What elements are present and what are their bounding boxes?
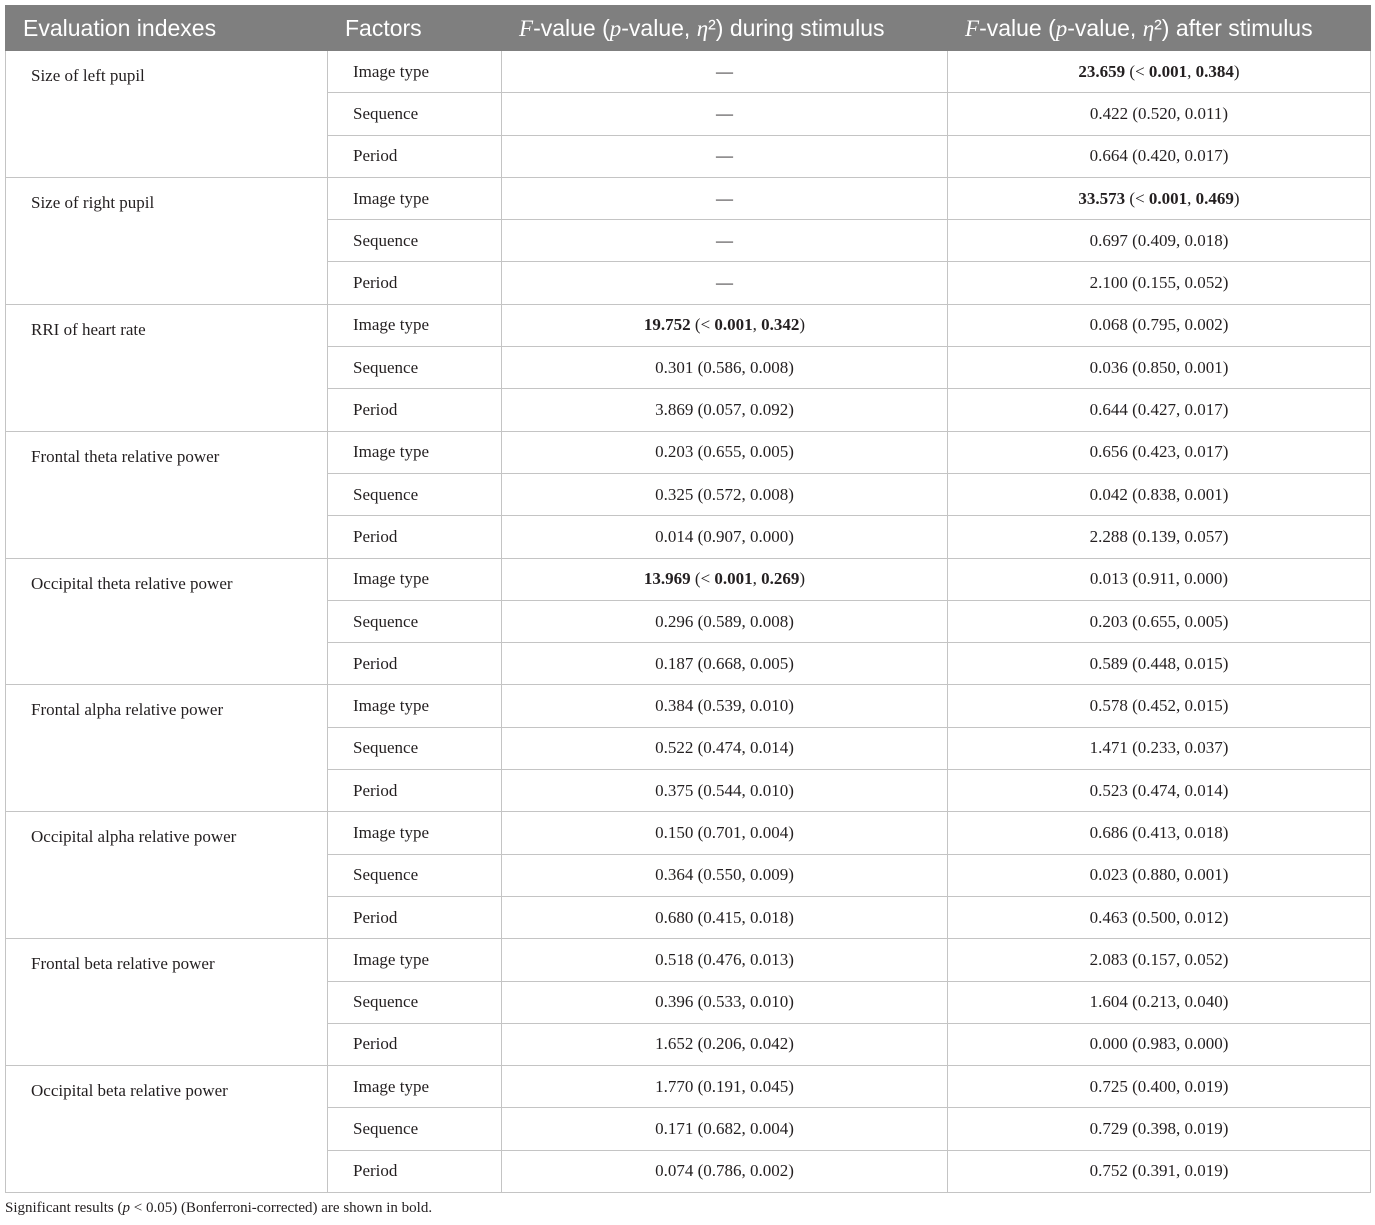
after-stimulus-cell: 33.573 (< 0.001, 0.469) xyxy=(948,177,1371,219)
during-stimulus-cell: — xyxy=(502,135,948,177)
factor-cell: Sequence xyxy=(328,600,502,642)
table-row xyxy=(6,558,1371,600)
factor-cell: Image type xyxy=(328,431,502,473)
factor-cell: Period xyxy=(328,643,502,685)
after-stimulus-cell: 2.083 (0.157, 0.052) xyxy=(948,939,1371,981)
after-stimulus-cell: 0.725 (0.400, 0.019) xyxy=(948,1066,1371,1108)
during-stimulus-cell: — xyxy=(502,177,948,219)
after-stimulus-cell: 0.697 (0.409, 0.018) xyxy=(948,220,1371,262)
factor-cell: Image type xyxy=(328,685,502,727)
evaluation-index-cell: Occipital beta relative power xyxy=(6,1066,328,1193)
factor-cell: Image type xyxy=(328,558,502,600)
after-stimulus-cell: 0.589 (0.448, 0.015) xyxy=(948,643,1371,685)
after-stimulus-cell: 1.604 (0.213, 0.040) xyxy=(948,981,1371,1023)
table-row xyxy=(6,51,1371,93)
after-stimulus-cell: 2.100 (0.155, 0.052) xyxy=(948,262,1371,304)
evaluation-index-cell: Frontal beta relative power xyxy=(6,939,328,1066)
table-header xyxy=(6,6,1371,51)
evaluation-index-cell: RRI of heart rate xyxy=(6,304,328,431)
factor-cell: Image type xyxy=(328,51,502,93)
factor-cell: Period xyxy=(328,389,502,431)
evaluation-index-cell: Frontal theta relative power xyxy=(6,431,328,558)
factor-cell: Period xyxy=(328,896,502,938)
table-row xyxy=(6,304,1371,346)
during-stimulus-cell: 1.770 (0.191, 0.045) xyxy=(502,1066,948,1108)
after-stimulus-cell: 0.752 (0.391, 0.019) xyxy=(948,1150,1371,1192)
factor-cell: Period xyxy=(328,135,502,177)
header-during-stimulus: F-value (p-value, η²) during stimulus xyxy=(502,6,948,51)
results-table-container xyxy=(5,5,1370,1193)
during-stimulus-cell: 0.296 (0.589, 0.008) xyxy=(502,600,948,642)
after-stimulus-cell: 0.523 (0.474, 0.014) xyxy=(948,770,1371,812)
during-stimulus-cell: 0.203 (0.655, 0.005) xyxy=(502,431,948,473)
header-row xyxy=(6,6,1371,51)
factor-cell: Sequence xyxy=(328,347,502,389)
after-stimulus-cell: 2.288 (0.139, 0.057) xyxy=(948,516,1371,558)
during-stimulus-cell: 0.396 (0.533, 0.010) xyxy=(502,981,948,1023)
during-stimulus-cell: — xyxy=(502,220,948,262)
during-stimulus-cell: 0.301 (0.586, 0.008) xyxy=(502,347,948,389)
evaluation-index-cell: Occipital theta relative power xyxy=(6,558,328,685)
during-stimulus-cell: — xyxy=(502,51,948,93)
factor-cell: Image type xyxy=(328,304,502,346)
evaluation-index-cell: Size of left pupil xyxy=(6,51,328,178)
after-stimulus-cell: 0.023 (0.880, 0.001) xyxy=(948,854,1371,896)
during-stimulus-cell: 0.171 (0.682, 0.004) xyxy=(502,1108,948,1150)
table-row xyxy=(6,685,1371,727)
header-factors: Factors xyxy=(328,6,502,51)
during-stimulus-cell: 0.522 (0.474, 0.014) xyxy=(502,727,948,769)
table-row xyxy=(6,939,1371,981)
factor-cell: Sequence xyxy=(328,854,502,896)
after-stimulus-cell: 0.578 (0.452, 0.015) xyxy=(948,685,1371,727)
during-stimulus-cell: 3.869 (0.057, 0.092) xyxy=(502,389,948,431)
table-footnote: Significant results (p < 0.05) (Bonferroni-corrected) are shown in bold. xyxy=(5,1200,433,1216)
factor-cell: Period xyxy=(328,1150,502,1192)
during-stimulus-cell: 0.518 (0.476, 0.013) xyxy=(502,939,948,981)
after-stimulus-cell: 0.422 (0.520, 0.011) xyxy=(948,93,1371,135)
during-stimulus-cell: 0.384 (0.539, 0.010) xyxy=(502,685,948,727)
during-stimulus-cell: 0.187 (0.668, 0.005) xyxy=(502,643,948,685)
factor-cell: Period xyxy=(328,516,502,558)
during-stimulus-cell: 1.652 (0.206, 0.042) xyxy=(502,1023,948,1065)
during-stimulus-cell: — xyxy=(502,93,948,135)
during-stimulus-cell: 0.150 (0.701, 0.004) xyxy=(502,812,948,854)
factor-cell: Image type xyxy=(328,177,502,219)
during-stimulus-cell: 0.325 (0.572, 0.008) xyxy=(502,473,948,515)
factor-cell: Period xyxy=(328,770,502,812)
factor-cell: Sequence xyxy=(328,1108,502,1150)
table-row xyxy=(6,177,1371,219)
factor-cell: Sequence xyxy=(328,93,502,135)
after-stimulus-cell: 0.203 (0.655, 0.005) xyxy=(948,600,1371,642)
factor-cell: Sequence xyxy=(328,727,502,769)
factor-cell: Sequence xyxy=(328,220,502,262)
table-body xyxy=(6,51,1371,1193)
table-row xyxy=(6,812,1371,854)
during-stimulus-cell: 0.014 (0.907, 0.000) xyxy=(502,516,948,558)
factor-cell: Image type xyxy=(328,939,502,981)
evaluation-index-cell: Occipital alpha relative power xyxy=(6,812,328,939)
during-stimulus-cell: 19.752 (< 0.001, 0.342) xyxy=(502,304,948,346)
factor-cell: Image type xyxy=(328,812,502,854)
after-stimulus-cell: 0.463 (0.500, 0.012) xyxy=(948,896,1371,938)
after-stimulus-cell: 0.656 (0.423, 0.017) xyxy=(948,431,1371,473)
results-table xyxy=(5,5,1371,1193)
during-stimulus-cell: 0.680 (0.415, 0.018) xyxy=(502,896,948,938)
factor-cell: Image type xyxy=(328,1066,502,1108)
during-stimulus-cell: 0.375 (0.544, 0.010) xyxy=(502,770,948,812)
header-after-stimulus: F-value (p-value, η²) after stimulus xyxy=(948,6,1371,51)
evaluation-index-cell: Frontal alpha relative power xyxy=(6,685,328,812)
after-stimulus-cell: 0.013 (0.911, 0.000) xyxy=(948,558,1371,600)
factor-cell: Period xyxy=(328,262,502,304)
during-stimulus-cell: 0.364 (0.550, 0.009) xyxy=(502,854,948,896)
factor-cell: Sequence xyxy=(328,981,502,1023)
after-stimulus-cell: 0.644 (0.427, 0.017) xyxy=(948,389,1371,431)
after-stimulus-cell: 0.664 (0.420, 0.017) xyxy=(948,135,1371,177)
evaluation-index-cell: Size of right pupil xyxy=(6,177,328,304)
after-stimulus-cell: 0.686 (0.413, 0.018) xyxy=(948,812,1371,854)
factor-cell: Period xyxy=(328,1023,502,1065)
table-row xyxy=(6,431,1371,473)
after-stimulus-cell: 1.471 (0.233, 0.037) xyxy=(948,727,1371,769)
after-stimulus-cell: 0.068 (0.795, 0.002) xyxy=(948,304,1371,346)
after-stimulus-cell: 0.036 (0.850, 0.001) xyxy=(948,347,1371,389)
after-stimulus-cell: 23.659 (< 0.001, 0.384) xyxy=(948,51,1371,93)
after-stimulus-cell: 0.000 (0.983, 0.000) xyxy=(948,1023,1371,1065)
factor-cell: Sequence xyxy=(328,473,502,515)
header-evaluation-indexes: Evaluation indexes xyxy=(6,6,328,51)
after-stimulus-cell: 0.042 (0.838, 0.001) xyxy=(948,473,1371,515)
table-row xyxy=(6,1066,1371,1108)
during-stimulus-cell: 0.074 (0.786, 0.002) xyxy=(502,1150,948,1192)
during-stimulus-cell: — xyxy=(502,262,948,304)
during-stimulus-cell: 13.969 (< 0.001, 0.269) xyxy=(502,558,948,600)
after-stimulus-cell: 0.729 (0.398, 0.019) xyxy=(948,1108,1371,1150)
